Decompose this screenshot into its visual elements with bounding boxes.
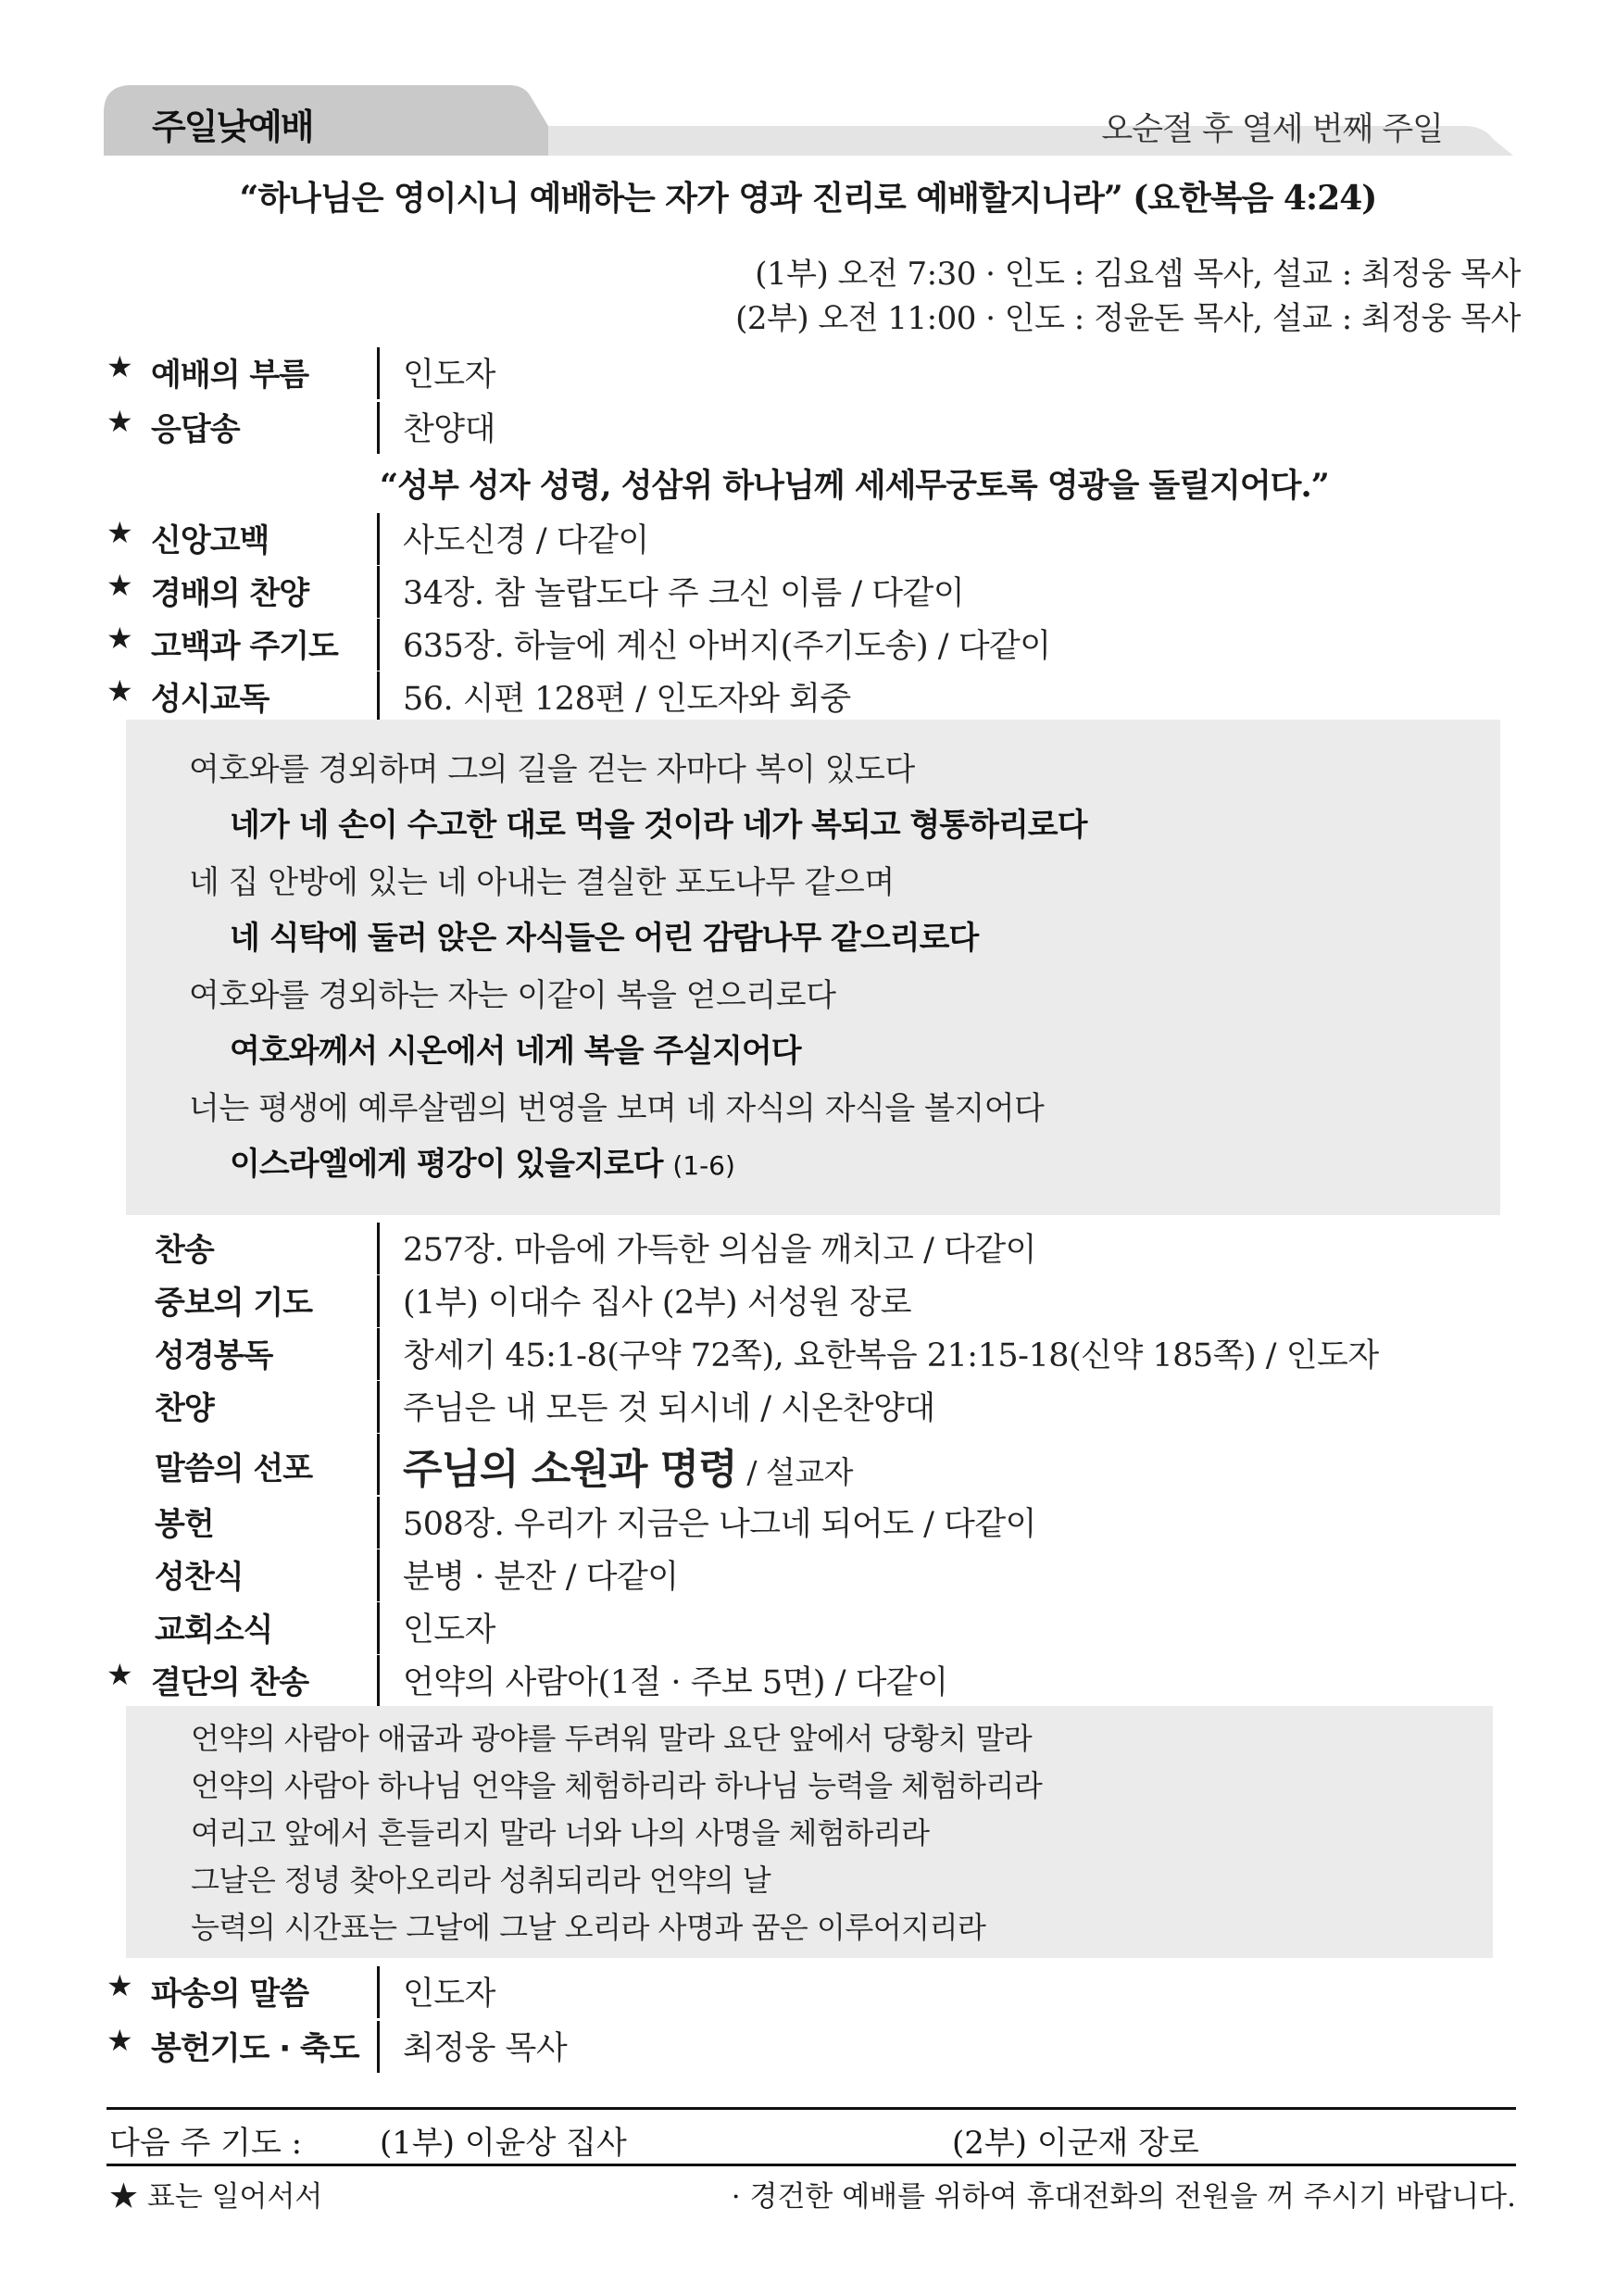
order-item-lords-prayer [106, 621, 1514, 669]
stand-star-icon: ★ [106, 673, 133, 709]
divider [377, 402, 380, 454]
order-value: 최정웅 목사 [403, 2030, 568, 2067]
next-prayer-service-1: (1부) 이윤상 집사 [380, 2125, 627, 2162]
order-label: 교회소식 [155, 1612, 273, 1649]
order-value: (1부) 이대수 집사 (2부) 서성원 장로 [403, 1285, 912, 1322]
order-label: 응답송 [151, 411, 240, 448]
lyric-line: 언약의 사람아 하나님 언약을 체험하리라 하나님 능력을 체험하리라 [191, 1768, 1043, 1803]
order-item-scripture [106, 1330, 1514, 1378]
divider [377, 513, 380, 565]
service-time-2: (2부) 오전 11:00 · 인도 : 정윤돈 목사, 설교 : 최정웅 목사 [735, 300, 1521, 337]
stand-note: ★ 표는 일어서서 [109, 2180, 323, 2214]
footer-divider [106, 2107, 1516, 2110]
order-item-sermon [106, 1436, 1514, 1495]
sermon-preacher: / 설교자 [746, 1454, 854, 1490]
divider [377, 1328, 380, 1380]
order-label: 성경봉독 [155, 1337, 273, 1374]
divider [377, 1381, 380, 1433]
stand-star-icon: ★ [106, 349, 133, 384]
service-time-1: (1부) 오전 7:30 · 인도 : 김요셉 목사, 설교 : 최정웅 목사 [755, 256, 1521, 293]
next-prayer-label: 다음 주 기도 : [109, 2125, 303, 2162]
lyric-line: 언약의 사람아 애굽과 광야를 두려워 말라 요단 앞에서 당황치 말라 [191, 1721, 1033, 1756]
stand-star-icon: ★ [106, 1968, 133, 2003]
divider [377, 1223, 380, 1274]
order-label: 찬양 [155, 1390, 214, 1427]
liturgical-sunday: 오순절 후 열세 번째 주일 [1101, 111, 1443, 148]
stand-star-icon: ★ [106, 568, 133, 603]
stand-star-icon: ★ [106, 515, 133, 550]
psalm-line-leader: 여호와를 경외하며 그의 길을 걷는 자마다 복이 있도다 [189, 751, 915, 788]
order-item-call-to-worship [106, 349, 1514, 397]
stand-star-icon: ★ [106, 1657, 133, 1692]
divider [377, 347, 380, 399]
psalm-line-leader: 네 집 안방에 있는 네 아내는 결실한 포도나무 같으며 [189, 864, 895, 901]
order-item-hymn [106, 1224, 1514, 1273]
theme-verse: “하나님은 영이시니 예배하는 자가 영과 진리로 예배할지니라” (요한복음 4:24) [239, 179, 1377, 218]
hymn-lyrics-box [126, 1706, 1493, 1958]
psalm-line-leader: 여호와를 경외하는 자는 이같이 복을 얻으리로다 [189, 977, 836, 1014]
phone-note: · 경건한 예배를 위하여 휴대전화의 전원을 꺼 주시기 바랍니다. [731, 2180, 1516, 2214]
lyric-line: 여리고 앞에서 흔들리지 말라 너와 나의 사명을 체험하리라 [191, 1815, 930, 1851]
psalm-line-congregation: 여호와께서 시온에서 네게 복을 주실지어다 [230, 1033, 801, 1070]
order-label: 중보의 기도 [155, 1285, 313, 1322]
order-value: 창세기 45:1-8(구약 72쪽), 요한복음 21:15-18(신약 185쪽) / 인도자 [403, 1337, 1379, 1374]
order-item-sending [106, 1968, 1514, 2016]
order-item-benediction [106, 2023, 1514, 2071]
divider [377, 1275, 380, 1327]
order-value: 635장. 하늘에 계신 아버지(주기도송) / 다같이 [403, 628, 1051, 665]
order-item-response [106, 404, 1514, 452]
gloria-text: “성부 성자 성령, 성삼위 하나님께 세세무궁토록 영광을 돌릴지어다.” [380, 467, 1329, 505]
order-label: 성시교독 [151, 681, 269, 718]
service-title: 주일낮예배 [152, 107, 313, 147]
order-label: 말씀의 선포 [155, 1450, 313, 1487]
divider [377, 671, 380, 723]
order-label: 예배의 부름 [151, 357, 309, 394]
order-label: 결단의 찬송 [151, 1664, 309, 1701]
order-value: 인도자 [403, 357, 495, 394]
footer-divider [106, 2164, 1516, 2166]
divider [377, 566, 380, 618]
order-value: 인도자 [403, 1612, 495, 1649]
order-value: 사도신경 / 다같이 [403, 522, 649, 559]
psalm-text: 이스라엘에게 평강이 있을지로다 [230, 1146, 663, 1183]
divider [377, 2021, 380, 2073]
order-item-announcements [106, 1604, 1514, 1652]
order-label: 찬송 [155, 1232, 214, 1269]
lyric-line: 능력의 시간표는 그날에 그날 오리라 사명과 꿈은 이루어지리라 [191, 1910, 986, 1945]
order-label: 파송의 말씀 [151, 1976, 309, 2013]
divider [377, 1434, 380, 1495]
order-value: 34장. 참 놀랍도다 주 크신 이름 / 다같이 [403, 575, 965, 612]
order-label: 봉헌 [155, 1506, 214, 1543]
order-value: 주님은 내 모든 것 되시네 / 시온찬양대 [403, 1390, 935, 1427]
order-value: 257장. 마음에 가득한 의심을 깨치고 / 다같이 [403, 1232, 1036, 1269]
order-item-creed [106, 515, 1514, 563]
next-prayer-service-2: (2부) 이군재 장로 [952, 2125, 1199, 2162]
psalm-line-congregation: 네가 네 손이 수고한 대로 먹을 것이라 네가 복되고 형통하리로다 [230, 807, 1087, 844]
stand-star-icon: ★ [106, 621, 133, 656]
order-label: 경배의 찬양 [151, 575, 309, 612]
order-item-responsive-reading [106, 673, 1514, 721]
section-header [104, 85, 1519, 156]
divider [377, 1549, 380, 1601]
order-item-praise [106, 568, 1514, 616]
divider [377, 1602, 380, 1654]
psalm-line-congregation [230, 1138, 735, 1184]
order-item-offering [106, 1499, 1514, 1547]
order-item-communion [106, 1551, 1514, 1600]
order-value: 56. 시편 128편 / 인도자와 회중 [403, 681, 851, 718]
divider [377, 619, 380, 671]
psalm-line-congregation: 네 식탁에 둘러 앉은 자식들은 어린 감람나무 같으리로다 [230, 920, 979, 957]
psalm-verse-ref: (1-6) [672, 1150, 735, 1181]
order-label: 고백과 주기도 [151, 628, 338, 665]
order-value: 언약의 사람아(1절 · 주보 5면) / 다같이 [403, 1664, 948, 1701]
psalm-line-leader: 너는 평생에 예루살렘의 번영을 보며 네 자식의 자식을 볼지어다 [189, 1090, 1045, 1127]
divider [377, 1655, 380, 1707]
order-item-decision-hymn [106, 1657, 1514, 1705]
sermon-title: 주님의 소원과 명령 [403, 1446, 737, 1493]
order-item-choir [106, 1383, 1514, 1431]
sermon-value [403, 1436, 853, 1495]
order-label: 신앙고백 [151, 522, 269, 559]
stand-star-icon: ★ [106, 2023, 133, 2058]
order-value: 분병 · 분잔 / 다같이 [403, 1559, 679, 1596]
divider [377, 1966, 380, 2018]
order-value: 인도자 [403, 1976, 495, 2013]
stand-star-icon: ★ [106, 404, 133, 439]
responsive-reading-box [126, 720, 1500, 1215]
order-value: 찬양대 [403, 411, 495, 448]
order-label: 봉헌기도 · 축도 [151, 2030, 359, 2067]
lyric-line: 그날은 정녕 찾아오리라 성취되리라 언약의 날 [191, 1863, 771, 1898]
order-item-intercession [106, 1277, 1514, 1325]
order-value: 508장. 우리가 지금은 나그네 되어도 / 다같이 [403, 1506, 1036, 1543]
order-label: 성찬식 [155, 1559, 244, 1596]
divider [377, 1497, 380, 1549]
